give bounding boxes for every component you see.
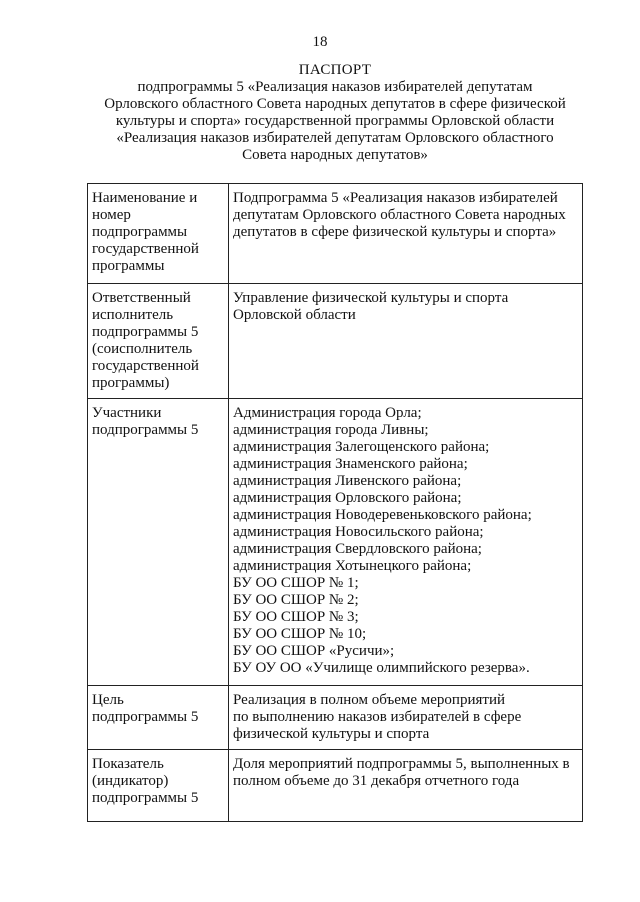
row-value-line: администрация Хотынецкого района; [233,558,472,574]
subtitle-line: Совета народных депутатов» [242,147,428,163]
row-value-line: БУ ОУ ОО «Училище олимпийского резерва». [233,660,530,676]
row-value-line: Подпрограмма 5 «Реализация наказов избирателей [233,190,558,206]
row-label-line: подпрограммы [92,224,188,240]
row-value-line: депутатам Орловского областного Совета народных [233,207,566,223]
row-label-line: государственной [92,241,199,257]
row-label-line: подпрограммы 5 [92,324,199,340]
table-row [88,750,583,822]
row-value-line: Реализация в полном объеме мероприятий [233,692,505,708]
row-value-line: Администрация города Орла; [233,405,422,421]
row-value-line: администрация Залегощенского района; [233,439,490,455]
row-value-line: администрация Свердловского района; [233,541,482,557]
row-value-line: администрация Новосильского района; [233,524,484,540]
row-value-cell [229,686,583,750]
row-value-cell [229,184,583,284]
document-title: ПАСПОРТ [298,62,372,78]
row-value-line: БУ ОО СШОР № 2; [233,592,359,608]
subtitle-line: «Реализация наказов избирателей депутатам Орловского областного [116,130,554,146]
row-value-cell [229,399,583,686]
subtitle-line: культуры и спорта» государственной программы Орловской области [115,113,555,129]
row-value-line: БУ ОО СШОР № 3; [233,609,359,625]
row-value-cell [229,284,583,399]
row-value-line: администрация города Ливны; [233,422,429,438]
row-value-line: Орловской области [233,307,356,323]
row-label-line: подпрограммы 5 [92,709,199,725]
passport-table [87,183,583,822]
row-label-line: номер [92,207,131,223]
row-value-line: администрация Ливенского района; [233,473,462,489]
row-value-line: администрация Знаменского района; [233,456,468,472]
row-value-line: БУ ОО СШОР № 10; [233,626,367,642]
row-label-cell [88,184,229,284]
row-label-line: (индикатор) [92,773,169,789]
document-subtitle [90,79,580,164]
row-label-cell [88,284,229,399]
row-label-line: Показатель [92,756,164,772]
page-number: 18 [312,34,328,50]
subtitle-line: подпрограммы 5 «Реализация наказов избирателей депутатам [137,79,533,95]
row-value-line: администрация Орловского района; [233,490,462,506]
row-label-line: Наименование и [92,190,198,206]
row-value-line: БУ ОО СШОР № 1; [233,575,359,591]
row-label-line: программы) [92,375,170,391]
row-value-line: администрация Новодеревеньковского района; [233,507,532,523]
row-value-line: БУ ОО СШОР «Русичи»; [233,643,395,659]
row-label-cell [88,399,229,686]
document-header [90,62,580,164]
row-label-line: Цель [92,692,124,708]
row-label-cell [88,750,229,822]
row-label-line: государственной [92,358,199,374]
row-label-line: подпрограммы 5 [92,422,199,438]
row-label-line: Участники [92,405,162,421]
row-value-line: Доля мероприятий подпрограммы 5, выполненных в [233,756,570,772]
table-row [88,399,583,686]
table-row [88,184,583,284]
row-value-cell [229,750,583,822]
row-label-line: подпрограммы 5 [92,790,199,806]
row-value-line: физической культуры и спорта [233,726,430,742]
row-value-line: депутатов в сфере физической культуры и спорта» [233,224,557,240]
table-row [88,686,583,750]
row-value-line: полном объеме до 31 декабря отчетного года [233,773,520,789]
row-label-line: Ответственный [92,290,191,306]
row-label-cell [88,686,229,750]
row-label-line: (соисполнитель [92,341,193,357]
row-value-line: Управление физической культуры и спорта [233,290,509,306]
row-label-line: программы [92,258,165,274]
subtitle-line: Орловского областного Совета народных депутатов в сфере физической [104,96,566,112]
row-value-line: по выполнению наказов избирателей в сфере [233,709,522,725]
table-row [88,284,583,399]
passport-table-body [88,184,583,822]
row-label-line: исполнитель [92,307,174,323]
